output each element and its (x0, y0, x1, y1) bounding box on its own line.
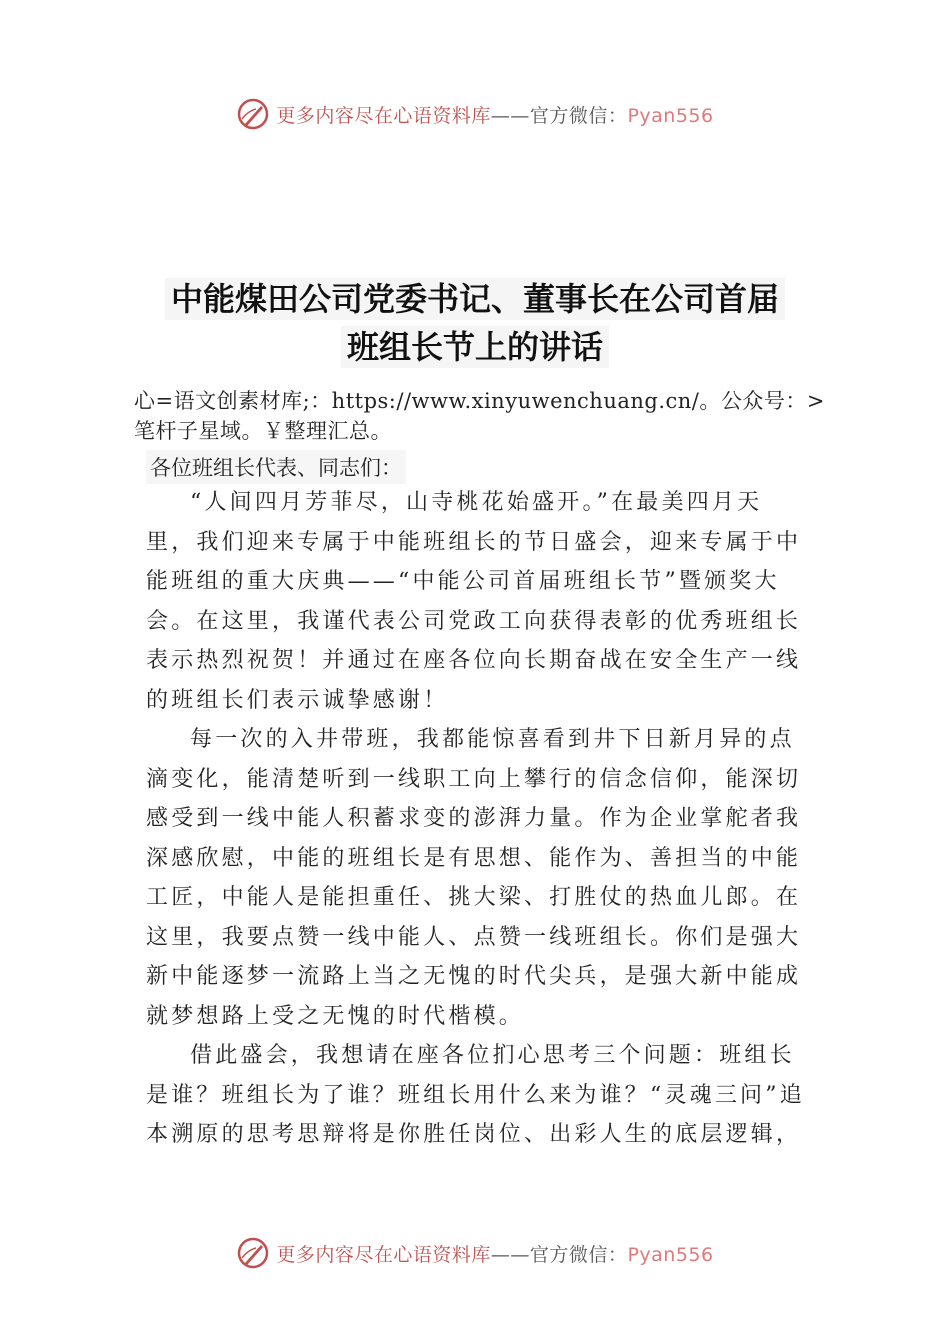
greeting: 各位班组长代表、同志们： (146, 450, 406, 484)
document-title-line-2: 班组长节上的讲话 (0, 322, 950, 368)
paragraph: 每一次的入井带班，我都能惊喜看到井下日新月异的点滴变化，能清楚听到一线职工向上攀行的信念信仰，能深切感受到一线中能人积蓄求变的澎湃力量。作为企业掌舵者我深感欣慰，中能的班组长是有思想、能作为、善担当的中能工匠，中能人是能担重任、挑大梁、打胜仗的热血儿郎。在这里，我要点赞一线中能人、点赞一线班组长。你们是强大新中能逐梦一流路上当之无愧的时代尖兵，是强大新中能成就梦想路上受之无愧的时代楷模。 (146, 727, 802, 1029)
source-note: 心=语文创素材库;：https://www.xinyuwenchuang.cn/。公众号：>笔杆子星域。￥整理汇总。 (134, 389, 825, 443)
pen-logo-icon (236, 1236, 270, 1270)
body-text (146, 483, 806, 1155)
header-watermark (0, 94, 950, 134)
document-title-line-1: 中能煤田公司党委书记、董事长在公司首届 (0, 274, 950, 320)
watermark-text: 更多内容尽在心语资料库——官方微信：Pyan556 (276, 1243, 714, 1266)
watermark-text: 更多内容尽在心语资料库——官方微信：Pyan556 (276, 104, 714, 127)
pen-logo-icon (236, 97, 270, 131)
paragraph: 借此盛会，我想请在座各位扪心思考三个问题：班组长是谁？班组长为了谁？班组长用什么来为谁？“灵魂三问”追本溯原的思考思辩将是你胜任岗位、出彩人生的底层逻辑， (146, 1043, 805, 1147)
footer-watermark (0, 1233, 950, 1273)
paragraph: “人间四月芳菲尽，山寺桃花始盛开。”在最美四月天里，我们迎来专属于中能班组长的节日盛会，迎来专属于中能班组的重大庆典——“中能公司首届班组长节”暨颁奖大会。在这里，我谨代表公司党政工向获得表彰的优秀班组长表示热烈祝贺！并通过在座各位向长期奋战在安全生产一线的班组长们表示诚挚感谢！ (146, 490, 802, 713)
